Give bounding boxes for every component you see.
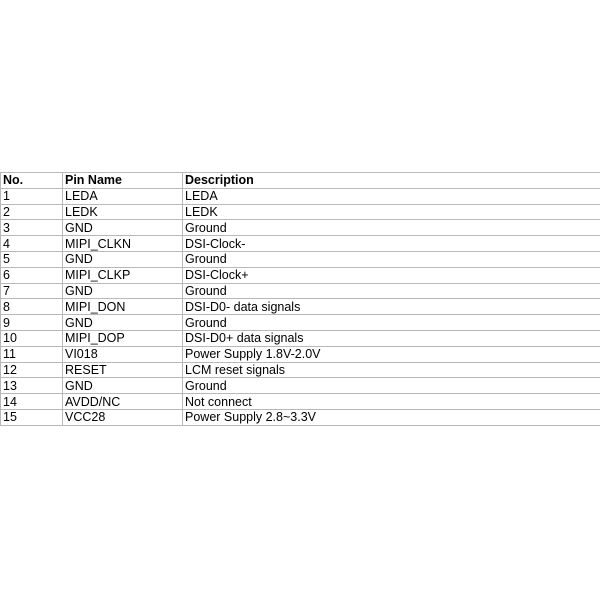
cell-description: Power Supply 2.8~3.3V	[183, 409, 600, 425]
cell-no: 15	[1, 409, 63, 425]
cell-no: 4	[1, 236, 63, 252]
table-row	[1, 409, 600, 425]
cell-pin-name: MIPI_DON	[63, 299, 183, 315]
cell-description: Ground	[183, 283, 600, 299]
cell-no: 5	[1, 251, 63, 267]
header-no: No.	[1, 173, 63, 189]
table-row	[1, 283, 600, 299]
cell-pin-name: VCC28	[63, 409, 183, 425]
cell-description: LCM reset signals	[183, 362, 600, 378]
cell-no: 12	[1, 362, 63, 378]
cell-pin-name: LEDA	[63, 188, 183, 204]
table-header-row	[1, 173, 600, 189]
cell-pin-name: GND	[63, 283, 183, 299]
table-row	[1, 330, 600, 346]
cell-description: Ground	[183, 378, 600, 394]
cell-no: 9	[1, 315, 63, 331]
cell-pin-name: MIPI_DOP	[63, 330, 183, 346]
cell-pin-name: MIPI_CLKP	[63, 267, 183, 283]
cell-no: 11	[1, 346, 63, 362]
cell-description: Ground	[183, 315, 600, 331]
cell-pin-name: AVDD/NC	[63, 394, 183, 410]
table-row	[1, 378, 600, 394]
table-row	[1, 236, 600, 252]
cell-description: DSI-Clock+	[183, 267, 600, 283]
table-row	[1, 346, 600, 362]
table-row	[1, 267, 600, 283]
cell-description: Ground	[183, 251, 600, 267]
pin-definition-table	[0, 172, 600, 426]
cell-no: 10	[1, 330, 63, 346]
cell-pin-name: GND	[63, 251, 183, 267]
table-row	[1, 362, 600, 378]
cell-no: 1	[1, 188, 63, 204]
cell-pin-name: GND	[63, 315, 183, 331]
cell-description: LEDK	[183, 204, 600, 220]
cell-no: 2	[1, 204, 63, 220]
table-row	[1, 394, 600, 410]
cell-pin-name: GND	[63, 220, 183, 236]
table-row	[1, 220, 600, 236]
cell-no: 6	[1, 267, 63, 283]
table-row	[1, 315, 600, 331]
cell-pin-name: RESET	[63, 362, 183, 378]
cell-no: 3	[1, 220, 63, 236]
cell-pin-name: VI018	[63, 346, 183, 362]
cell-description: DSI-Clock-	[183, 236, 600, 252]
table-row	[1, 251, 600, 267]
cell-description: DSI-D0- data signals	[183, 299, 600, 315]
cell-description: DSI-D0+ data signals	[183, 330, 600, 346]
cell-no: 14	[1, 394, 63, 410]
cell-description: LEDA	[183, 188, 600, 204]
cell-description: Power Supply 1.8V-2.0V	[183, 346, 600, 362]
cell-pin-name: MIPI_CLKN	[63, 236, 183, 252]
cell-description: Ground	[183, 220, 600, 236]
header-description: Description	[183, 173, 600, 189]
table-row	[1, 204, 600, 220]
table-row	[1, 188, 600, 204]
table-row	[1, 299, 600, 315]
cell-no: 13	[1, 378, 63, 394]
cell-description: Not connect	[183, 394, 600, 410]
cell-pin-name: LEDK	[63, 204, 183, 220]
cell-no: 7	[1, 283, 63, 299]
cell-no: 8	[1, 299, 63, 315]
header-pin-name: Pin Name	[63, 173, 183, 189]
cell-pin-name: GND	[63, 378, 183, 394]
